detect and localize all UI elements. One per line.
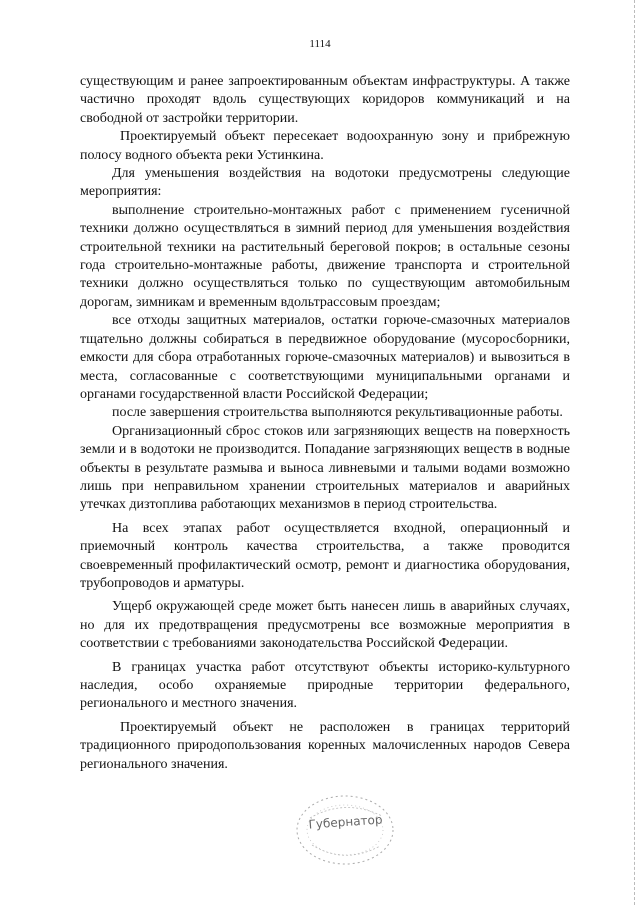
seal-stamp [290, 790, 400, 870]
paragraph-7: Организационный сброс стоков или загрязняющих веществ на поверхность земли и в водотоки не производится. Попадание загрязняющих веществ в водные объекты в результате размыва и выноса ливневыми и талыми водами возможно лишь при неправильном хранении строительных материалов и аварийных утечках дизтоплива работающих механизмов в период строительства. [80, 423, 570, 513]
paragraph-1: существующим и ранее запроектированным объектам инфраструктуры. А также частично проходят вдоль существующих коридоров коммуникаций и на свободной от застройки территории. [80, 74, 570, 126]
paragraph-4: выполнение строительно-монтажных работ с применением гусеничной техники должно осуществляться в зимний период для уменьшения воздействия строительной техники на растительный береговой покров; в остальные сезоны года строительно-монтажные работы, движение транспорта и строительной техники должно осуществляться только по существующим автомобильным дорогам, зимникам и временным вдольтрассовым проездам; [80, 202, 570, 310]
paragraph-6: после завершения строительства выполняются рекультивационные работы. [112, 405, 563, 421]
seal-stamp-text: Губернатор [308, 812, 383, 832]
seal-stamp-graphic [290, 790, 400, 870]
document-body [80, 73, 570, 774]
paragraph-8: На всех этапах работ осуществляется входной, операционный и приемочный контроль качества строительства, а также проводится своевременный профилактический осмотр, ремонт и диагностика оборудования, трубопроводов и арматуры. [80, 520, 570, 591]
paragraph-5: все отходы защитных материалов, остатки горюче-смазочных материалов тщательно должны собираться в передвижное оборудование (мусоросборники, емкости для сбора отработанных горюче-смазочных материалов) и вывозиться в места, согласованные с соответствующими муниципальными органами и органами государственной власти Российской Федерации; [80, 313, 570, 402]
paragraph-10: В границах участка работ отсутствуют объекты историко-культурного наследия, особо охраняемые природные территории федерального, регионального и местного значения. [80, 659, 570, 712]
page-number: 1114 [309, 38, 331, 50]
paragraph-3: Для уменьшения воздействия на водотоки предусмотрены следующие мероприятия: [80, 166, 570, 200]
paragraph-2: Проектируемый объект пересекает водоохранную зону и прибрежную полосу водного объекта реки Устинкина. [80, 129, 570, 163]
paragraph-9: Ущерб окружающей среде может быть нанесен лишь в аварийных случаях, но для их предотвращения предусмотрены все возможные мероприятия в соответствии с требованиями законодательства Российской Федерации. [80, 599, 570, 652]
paragraph-11: Проектируемый объект не расположен в границах территорий традиционного природопользования коренных малочисленных народов Севера регионального значения. [80, 719, 570, 772]
page-edge-line [633, 0, 635, 905]
